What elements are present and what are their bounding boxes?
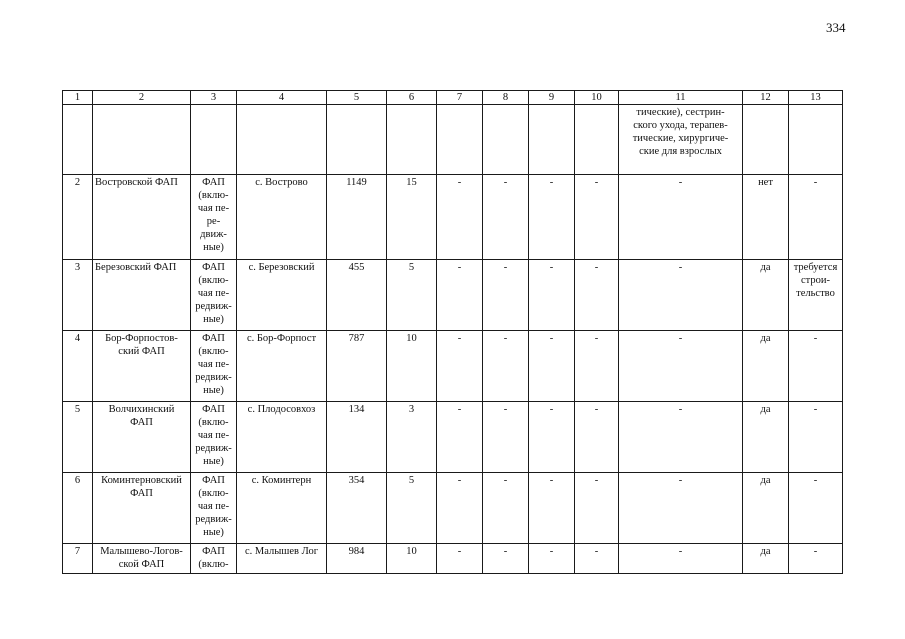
cell-col12: да xyxy=(743,402,789,473)
cell-col10: - xyxy=(575,473,619,544)
cell-col9: - xyxy=(529,175,575,260)
cell-col13 xyxy=(789,544,843,574)
table-row xyxy=(63,473,843,544)
continuation-row xyxy=(63,105,843,175)
cell-text-line: ФАП xyxy=(130,417,153,428)
cell-facility-name xyxy=(93,175,191,260)
cell-facility-type xyxy=(191,260,237,331)
cell-col6: 10 xyxy=(387,331,437,402)
cell-col11: - xyxy=(619,473,743,544)
cell-text-line: Березовский ФАП xyxy=(95,262,177,273)
cell-col6: 10 xyxy=(387,544,437,574)
cell-text-line: ские для взрослых xyxy=(639,146,722,157)
cell-row-number: 3 xyxy=(63,260,93,331)
cell-empty xyxy=(529,105,575,175)
cell-col13 xyxy=(789,402,843,473)
cell-col10: - xyxy=(575,260,619,331)
column-number-3: 3 xyxy=(191,91,237,105)
cell-col5: 787 xyxy=(327,331,387,402)
cell-text-line: чая пе- xyxy=(197,359,230,370)
cell-row-number: 5 xyxy=(63,402,93,473)
cell-facility-type xyxy=(191,331,237,402)
cell-text-line: (вклю- xyxy=(198,559,229,570)
cell-col6: 5 xyxy=(387,473,437,544)
cell-text-line: тельство xyxy=(796,288,835,299)
cell-text-line: - xyxy=(813,177,818,188)
cell-empty xyxy=(93,105,191,175)
cell-text-line: редвиж- xyxy=(195,443,232,454)
cell-col12: да xyxy=(743,544,789,574)
cell-col13 xyxy=(789,331,843,402)
cell-col11: - xyxy=(619,175,743,260)
cell-text-line: редвиж- xyxy=(195,301,232,312)
cell-col12: да xyxy=(743,331,789,402)
cell-text-line: - xyxy=(813,475,818,486)
cell-text-line: чая пе- xyxy=(197,430,230,441)
cell-col11: - xyxy=(619,544,743,574)
cell-settlement: с. Бор-Форпост xyxy=(237,331,327,402)
cell-facility-name xyxy=(93,331,191,402)
cell-col10: - xyxy=(575,331,619,402)
cell-col8: - xyxy=(483,260,529,331)
cell-text-line: Волчихинский xyxy=(108,404,175,415)
cell-text-line: (вклю- xyxy=(198,488,229,499)
cell-col8: - xyxy=(483,544,529,574)
cell-col8: - xyxy=(483,402,529,473)
cell-settlement: с. Плодосовхоз xyxy=(237,402,327,473)
cell-col12: да xyxy=(743,473,789,544)
cell-col5: 354 xyxy=(327,473,387,544)
cell-col8: - xyxy=(483,473,529,544)
cell-text-line: ные) xyxy=(203,527,224,538)
cell-col7: - xyxy=(437,473,483,544)
cell-text-line: движ- xyxy=(200,229,227,240)
cell-col9: - xyxy=(529,473,575,544)
cell-col7: - xyxy=(437,260,483,331)
cell-empty xyxy=(63,105,93,175)
cell-empty xyxy=(387,105,437,175)
cell-row-number: 2 xyxy=(63,175,93,260)
column-number-5: 5 xyxy=(327,91,387,105)
cell-empty xyxy=(743,105,789,175)
column-number-row xyxy=(63,91,843,105)
cell-col10: - xyxy=(575,544,619,574)
column-number-7: 7 xyxy=(437,91,483,105)
cell-empty xyxy=(437,105,483,175)
cell-col5: 134 xyxy=(327,402,387,473)
cell-col13 xyxy=(789,473,843,544)
cell-text-line: - xyxy=(813,546,818,557)
table-row xyxy=(63,402,843,473)
cell-col9: - xyxy=(529,260,575,331)
cell-text-line: ные) xyxy=(203,242,224,253)
cell-col12: нет xyxy=(743,175,789,260)
cell-col7: - xyxy=(437,544,483,574)
column-number-6: 6 xyxy=(387,91,437,105)
cell-col8: - xyxy=(483,331,529,402)
column-number-12: 12 xyxy=(743,91,789,105)
cell-col11: - xyxy=(619,331,743,402)
cell-text-line: Малышево-Логов- xyxy=(100,546,183,557)
cell-col7: - xyxy=(437,331,483,402)
cell-col11: - xyxy=(619,402,743,473)
cell-text-line: редвиж- xyxy=(195,514,232,525)
cell-text-line: ные) xyxy=(203,314,224,325)
cell-text-line: (вклю- xyxy=(198,417,229,428)
cell-text-line: ФАП xyxy=(130,488,153,499)
cell-col6: 3 xyxy=(387,402,437,473)
cell-text-line: редвиж- xyxy=(195,372,232,383)
cell-text-line: ской ФАП xyxy=(118,559,165,570)
cell-col7: - xyxy=(437,175,483,260)
page-number: 334 xyxy=(826,20,846,35)
cell-col13 xyxy=(789,260,843,331)
cell-text-line: ФАП xyxy=(202,177,225,188)
cell-empty xyxy=(191,105,237,175)
facilities-table xyxy=(62,90,843,574)
cell-text-line: ные) xyxy=(203,385,224,396)
table-row xyxy=(63,175,843,260)
cell-text-line: тические), сестрин- xyxy=(636,107,725,118)
cell-text-line: (вклю- xyxy=(198,275,229,286)
cell-facility-name xyxy=(93,544,191,574)
cell-facility-type xyxy=(191,402,237,473)
cell-text-line: ре- xyxy=(206,216,221,227)
column-number-1: 1 xyxy=(63,91,93,105)
cell-settlement: с. Коминтерн xyxy=(237,473,327,544)
table-row xyxy=(63,260,843,331)
cell-text-line: чая пе- xyxy=(197,203,230,214)
cell-col6: 5 xyxy=(387,260,437,331)
cell-text-line: ФАП xyxy=(202,546,225,557)
cell-col12: да xyxy=(743,260,789,331)
cell-text-line: Бор-Форпостов- xyxy=(105,333,178,344)
cell-text-line: ФАП xyxy=(202,475,225,486)
column-number-9: 9 xyxy=(529,91,575,105)
cell-text-line: Коминтерновский xyxy=(101,475,182,486)
cell-facility-type xyxy=(191,175,237,260)
cell-text-line: (вклю- xyxy=(198,190,229,201)
cell-empty xyxy=(483,105,529,175)
cell-col9: - xyxy=(529,402,575,473)
cell-empty xyxy=(327,105,387,175)
cell-text-line: - xyxy=(813,404,818,415)
column-number-4: 4 xyxy=(237,91,327,105)
cell-text-line: ФАП xyxy=(202,404,225,415)
cell-empty xyxy=(575,105,619,175)
cell-col13 xyxy=(789,175,843,260)
cell-services-continued xyxy=(619,105,743,175)
column-number-8: 8 xyxy=(483,91,529,105)
cell-col9: - xyxy=(529,331,575,402)
cell-facility-name xyxy=(93,260,191,331)
cell-col6: 15 xyxy=(387,175,437,260)
cell-text-line: требуется xyxy=(793,262,838,273)
table-row xyxy=(63,331,843,402)
cell-row-number: 7 xyxy=(63,544,93,574)
cell-settlement: с. Березовский xyxy=(237,260,327,331)
column-number-11: 11 xyxy=(619,91,743,105)
column-number-13: 13 xyxy=(789,91,843,105)
cell-col10: - xyxy=(575,175,619,260)
cell-row-number: 6 xyxy=(63,473,93,544)
cell-facility-name xyxy=(93,473,191,544)
cell-text-line: чая пе- xyxy=(197,288,230,299)
cell-empty xyxy=(237,105,327,175)
cell-settlement: с. Малышев Лог xyxy=(237,544,327,574)
table-row xyxy=(63,544,843,574)
cell-col5: 1149 xyxy=(327,175,387,260)
column-number-10: 10 xyxy=(575,91,619,105)
cell-col9: - xyxy=(529,544,575,574)
cell-col10: - xyxy=(575,402,619,473)
cell-text-line: ные) xyxy=(203,456,224,467)
cell-text-line: ский ФАП xyxy=(118,346,165,357)
cell-facility-type xyxy=(191,473,237,544)
cell-col7: - xyxy=(437,402,483,473)
cell-text-line: тические, хирургиче- xyxy=(632,133,729,144)
cell-text-line: ского ухода, терапев- xyxy=(633,120,728,131)
cell-col5: 455 xyxy=(327,260,387,331)
cell-text-line: ФАП xyxy=(202,262,225,273)
cell-facility-name xyxy=(93,402,191,473)
cell-text-line: строи- xyxy=(801,275,830,286)
cell-settlement: с. Вострово xyxy=(237,175,327,260)
cell-text-line: ФАП xyxy=(202,333,225,344)
cell-empty xyxy=(789,105,843,175)
cell-col11: - xyxy=(619,260,743,331)
cell-text-line: Востровской ФАП xyxy=(95,177,178,188)
cell-col8: - xyxy=(483,175,529,260)
cell-text-line: чая пе- xyxy=(197,501,230,512)
column-number-2: 2 xyxy=(93,91,191,105)
cell-facility-type xyxy=(191,544,237,574)
cell-text-line: - xyxy=(813,333,818,344)
cell-text-line: (вклю- xyxy=(198,346,229,357)
cell-col5: 984 xyxy=(327,544,387,574)
cell-row-number: 4 xyxy=(63,331,93,402)
